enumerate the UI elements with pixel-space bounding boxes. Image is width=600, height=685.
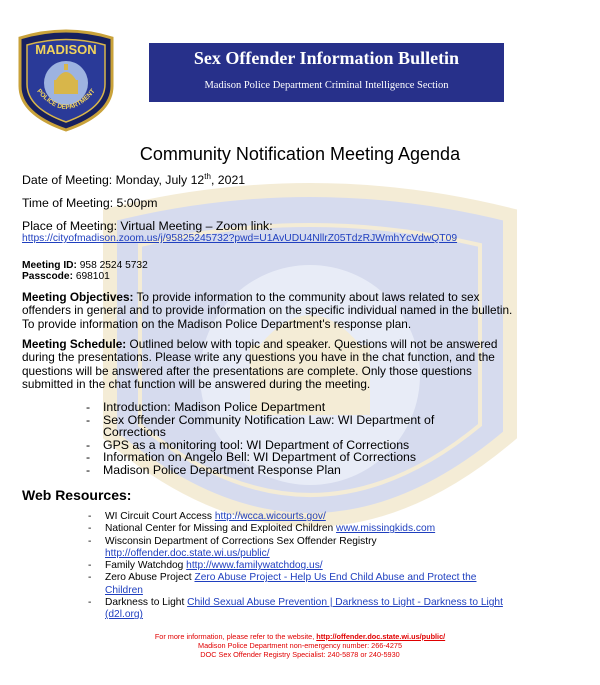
meeting-objectives: Meeting Objectives: To provide information to the community about laws related to sex offenders in general and to provide information on the specific individual named in the bulletin. To provide information on the Madison Police Department's response plan.	[22, 290, 513, 331]
meeting-id: Meeting ID: 958 2524 5732	[22, 260, 148, 271]
footer-website-link[interactable]: http://offender.doc.state.wi.us/public/	[316, 632, 446, 641]
resource-item: - Wisconsin Department of Corrections Sex Offender Registry http://offender.doc.state.wi.us/public/	[88, 536, 508, 561]
footer-line-mpd-phone: Madison Police Department non-emergency number: 266-4275	[197, 641, 403, 650]
bulletin-subtitle: Madison Police Department Criminal Intelligence Section	[204, 80, 449, 91]
zoom-link[interactable]: https://cityofmadison.zoom.us/j/95825245732?pwd=U1AvUDU4NllrZ05TdzRJWmhYcVdwQT09	[22, 233, 458, 244]
footer-line-website: For more information, please refer to the website, http://offender.doc.state.wi.us/public/	[154, 632, 446, 641]
agenda-item: - Introduction: Madison Police Department	[86, 401, 496, 414]
resource-item: - WI Circuit Court Access http://wcca.wicourts.gov/	[88, 511, 508, 523]
footer-contact-info	[0, 632, 600, 659]
meeting-place: Place of Meeting: Virtual Meeting – Zoom link:	[22, 219, 273, 233]
schedule-label: Meeting Schedule:	[22, 337, 127, 351]
resource-item: - Darkness to Light Child Sexual Abuse Prevention | Darkness to Light - Darkness to Light (d2l.org)	[88, 597, 508, 622]
resource-item: - Zero Abuse Project Zero Abuse Project - Help Us End Child Abuse and Protect the Children	[88, 572, 508, 597]
agenda-list	[86, 401, 496, 476]
agenda-item: - Information on Angelo Bell: WI Department of Corrections	[86, 451, 496, 464]
meeting-schedule: Meeting Schedule: Outlined below with topic and speaker. Questions will not be answered during the presentations. Please write any questions you have in the chat function, and the questions will be answered after the presentations are complete. Only those questions submitted in the chat function will be answered during the meeting.	[22, 337, 498, 392]
meeting-date: Date of Meeting: Monday, July 12th, 2021	[22, 172, 246, 188]
bulletin-banner	[149, 43, 504, 102]
badge-top-text: MADISON	[35, 42, 97, 57]
badge-bottom-text: POLICE DEPARTMENT	[35, 87, 97, 112]
bulletin-title: Sex Offender Information Bulletin	[193, 48, 460, 68]
agenda-item: - GPS as a monitoring tool: WI Department of Corrections	[86, 439, 496, 452]
web-resources-heading: Web Resources:	[22, 487, 132, 503]
resource-item: - Family Watchdog http://www.familywatchdog.us/	[88, 560, 508, 572]
resource-link[interactable]: Child Sexual Abuse Prevention | Darkness to Light - Darkness to Light (d2l.org)	[105, 597, 503, 621]
agenda-title: Community Notification Meeting Agenda	[139, 144, 461, 164]
resource-link[interactable]: Zero Abuse Project - Help Us End Child Abuse and Protect the Children	[105, 572, 477, 596]
web-resources-list	[88, 511, 508, 622]
footer-line-doc-phone: DOC Sex Offender Registry Specialist: 240-5878 or 240-5930	[200, 650, 400, 659]
resource-link[interactable]: http://offender.doc.state.wi.us/public/	[105, 547, 270, 559]
resource-link[interactable]: http://wcca.wicourts.gov/	[214, 511, 326, 522]
madison-police-badge-logo	[14, 28, 118, 132]
meeting-passcode: Passcode: 698101	[22, 271, 110, 282]
agenda-item: - Madison Police Department Response Plan	[86, 464, 496, 477]
resource-link[interactable]: http://www.familywatchdog.us/	[186, 560, 323, 572]
agenda-item: - Sex Offender Community Notification Law: WI Department of Corrections	[86, 414, 496, 439]
meeting-time: Time of Meeting: 5:00pm	[22, 196, 158, 210]
objectives-label: Meeting Objectives:	[22, 290, 134, 304]
resource-item: - National Center for Missing and Exploited Children www.missingkids.com	[88, 523, 508, 535]
resource-link[interactable]: www.missingkids.com	[336, 523, 436, 535]
